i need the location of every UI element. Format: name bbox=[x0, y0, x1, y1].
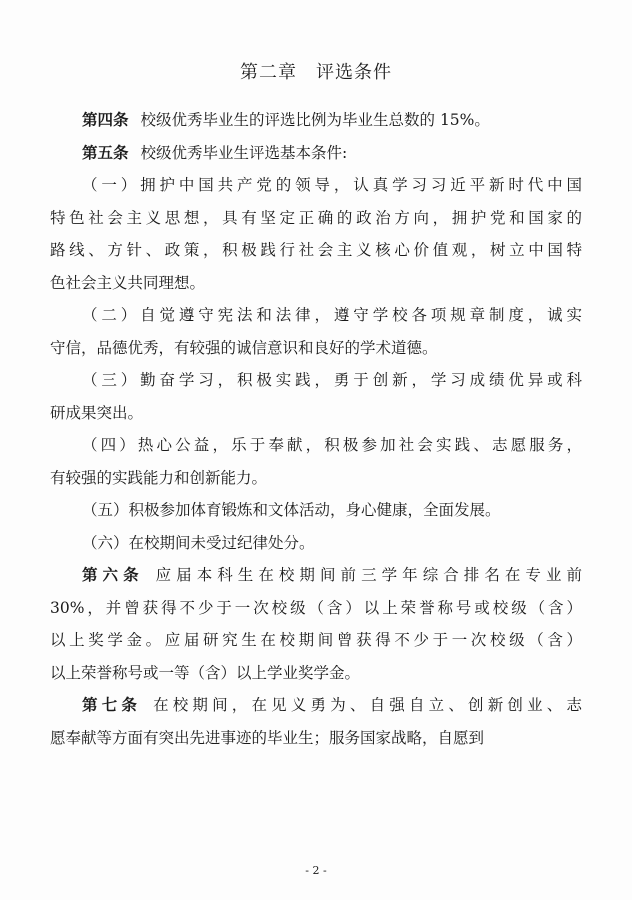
line-text: 有较强的实践能力和创新能力。 bbox=[50, 468, 268, 487]
article-label: 第五条 bbox=[82, 143, 129, 162]
article-paragraph bbox=[50, 689, 582, 754]
line-text: （五）积极参加体育锻炼和文体活动，身心健康，全面发展。 bbox=[82, 501, 501, 519]
line-text: 应届本科生在校期间前三学年综合排名在专业前 bbox=[155, 566, 582, 584]
line-text: 守信，品德优秀，有较强的诚信意识和良好的学术道德。 bbox=[50, 338, 438, 357]
clause-paragraph bbox=[50, 364, 582, 429]
line-text: （一）拥护中国共产党的领导，认真学习习近平新时代中国 bbox=[82, 176, 582, 194]
text-line bbox=[82, 169, 582, 202]
text-line bbox=[82, 494, 582, 527]
article-label: 第七条 bbox=[82, 696, 142, 714]
text-line bbox=[82, 689, 582, 722]
line-text: 特色社会主义思想，具有坚定正确的政治方向，拥护党和国家的 bbox=[50, 208, 582, 227]
line-text: 校级优秀毕业生的评选比例为毕业生总数的 15%。 bbox=[140, 111, 490, 129]
clause-paragraph bbox=[82, 527, 582, 560]
clause-paragraph bbox=[50, 169, 582, 299]
text-line bbox=[82, 527, 582, 560]
document-body bbox=[50, 104, 582, 754]
text-line bbox=[50, 397, 582, 430]
text-line bbox=[82, 137, 582, 170]
line-text: 路线、方针、政策，积极践行社会主义核心价值观，树立中国特 bbox=[50, 241, 582, 259]
article-paragraph bbox=[50, 559, 582, 689]
line-text: 以上荣誉称号或一等（含）以上学业奖学金。 bbox=[50, 663, 361, 682]
line-text: 愿奉献等方面有突出先进事迹的毕业生；服务国家战略，自愿到 bbox=[50, 728, 485, 747]
text-line bbox=[50, 592, 582, 625]
clause-paragraph bbox=[82, 494, 582, 527]
line-text: 校级优秀毕业生评选基本条件: bbox=[140, 143, 348, 162]
text-line bbox=[82, 429, 582, 462]
article-paragraph bbox=[82, 137, 582, 170]
line-text: （六）在校期间未受过纪律处分。 bbox=[82, 533, 315, 552]
article-paragraph bbox=[82, 104, 582, 137]
line-text: （三）勤奋学习，积极实践，勇于创新，学习成绩优异或科 bbox=[82, 371, 582, 389]
article-label: 第六条 bbox=[82, 566, 144, 584]
text-line bbox=[50, 657, 582, 690]
text-line bbox=[50, 234, 582, 267]
text-line bbox=[50, 332, 582, 365]
article-label: 第四条 bbox=[82, 111, 129, 129]
line-text: 30%，并曾获得不少于一次校级（含）以上荣誉称号或校级（含） bbox=[50, 598, 582, 617]
text-line bbox=[82, 559, 582, 592]
text-line bbox=[50, 202, 582, 235]
text-line bbox=[50, 722, 582, 755]
page-number: - 2 - bbox=[305, 864, 327, 877]
text-line bbox=[82, 104, 582, 137]
line-text: 以上奖学金。应届研究生在校期间曾获得不少于一次校级（含） bbox=[50, 631, 582, 649]
text-line bbox=[50, 267, 582, 300]
text-line bbox=[50, 624, 582, 657]
line-text: （四）热心公益，乐于奉献，积极参加社会实践、志愿服务， bbox=[82, 436, 582, 454]
text-line bbox=[50, 462, 582, 495]
text-line bbox=[82, 364, 582, 397]
text-line bbox=[82, 299, 582, 332]
line-text: 在校期间，在见义勇为、自强自立、创新创业、志 bbox=[153, 696, 582, 714]
line-text: 研成果突出。 bbox=[50, 403, 144, 422]
line-text: （二）自觉遵守宪法和法律，遵守学校各项规章制度，诚实 bbox=[82, 306, 582, 324]
clause-paragraph bbox=[50, 299, 582, 364]
chapter-title: 第二章 评选条件 bbox=[240, 62, 392, 83]
clause-paragraph bbox=[50, 429, 582, 494]
line-text: 色社会主义共同理想。 bbox=[50, 273, 206, 292]
